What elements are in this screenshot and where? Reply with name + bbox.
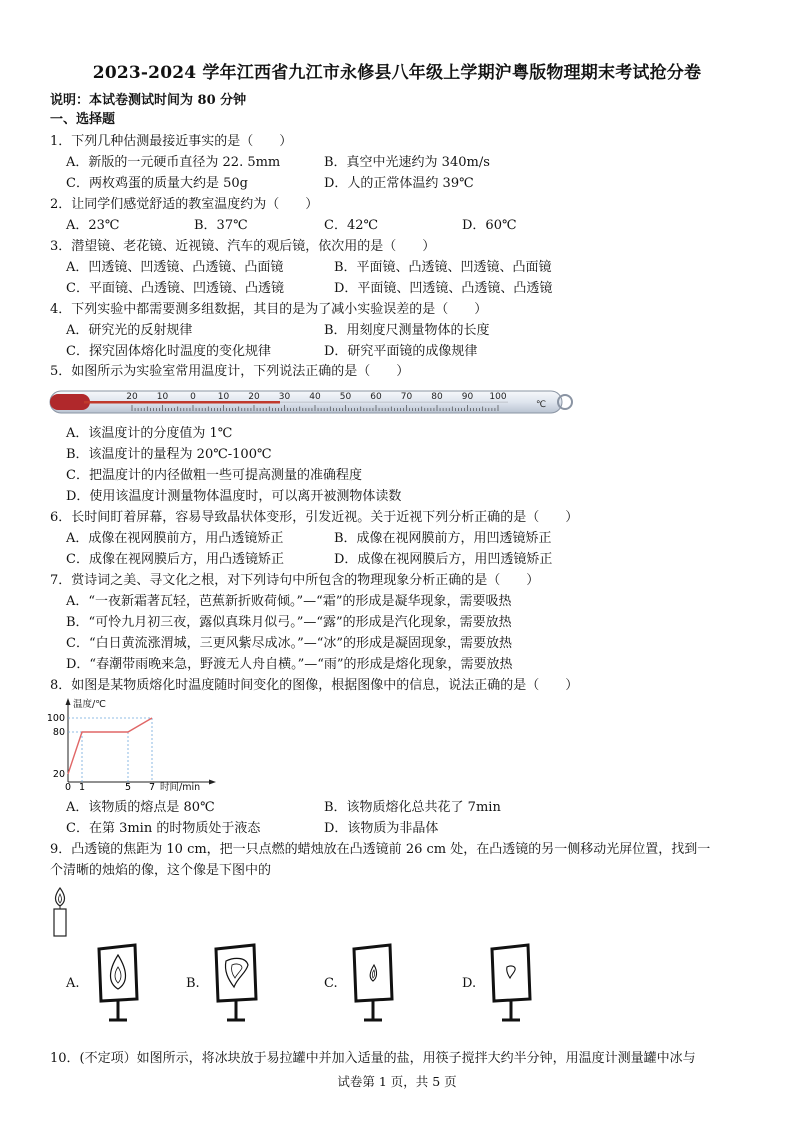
question-stem: 1．下列几种估测最接近事实的是（ ）: [50, 134, 293, 149]
option: B．“可怜九月初三夜，露似真珠月似弓。”—“露”的形成是汽化现象，需要放热: [66, 615, 512, 630]
thermometer-tick-label: 100: [489, 392, 507, 402]
melting-graph: [40, 694, 220, 794]
ytick: 100: [46, 713, 65, 724]
option: D．研究平面镜的成像规律: [324, 344, 478, 359]
thermometer-tick-label: 80: [431, 392, 443, 402]
question-stem: 8．如图是某物质熔化时温度随时间变化的图像，根据图像中的信息，说法正确的是（ ）: [50, 678, 579, 693]
option: D．平面镜、凹透镜、凸透镜、凸透镜: [334, 281, 553, 296]
thermometer-figure: [44, 383, 576, 419]
option: A．该温度计的分度值为 1℃: [66, 426, 233, 441]
question-stem: 2．让同学们感觉舒适的教室温度约为（ ）: [50, 197, 319, 212]
option: C．在第 3min 的时物质处于液态: [66, 821, 261, 836]
option: B．该温度计的量程为 20℃-100℃: [66, 447, 272, 462]
question-stem: 5．如图所示为实验室常用温度计，下列说法正确的是（ ）: [50, 364, 410, 379]
option: D．该物质为非晶体: [324, 821, 439, 836]
option: D．成像在视网膜后方，用凹透镜矫正: [334, 552, 553, 567]
option: C．42℃: [324, 218, 379, 233]
option: D．人的正常体温约 39℃: [324, 176, 474, 191]
question-stem: 10．(不定项）如图所示，将冰块放于易拉罐中并加入适量的盐，用筷子搅拌大约半分钟，用温度计测量罐中冰与: [50, 1051, 696, 1066]
thermometer-tick-label: 70: [400, 392, 413, 402]
question-stem: 6．长时间盯着屏幕，容易导致晶状体变形，引发近视。关于近视下列分析正确的是（ ）: [50, 510, 579, 525]
exam-title: 2023-2024 学年江西省九江市永修县八年级上学期沪粤版物理期末考试抢分卷: [92, 63, 702, 83]
option: B．真空中光速约为 340m/s: [324, 155, 490, 170]
option: C．两枚鸡蛋的质量大约是 50g: [66, 176, 248, 191]
option: A．研究光的反射规律: [66, 323, 193, 338]
question-stem: 3．潜望镜、老花镜、近视镜、汽车的观后镜，依次用的是（ ）: [50, 239, 436, 254]
question-stem-continued: 个清晰的烛焰的像，这个像是下图中的: [50, 863, 272, 878]
option: A．该物质的熔点是 80℃: [66, 800, 215, 815]
thermometer-tick-label: 50: [339, 392, 352, 402]
option: A．成像在视网膜前方，用凸透镜矫正: [66, 531, 284, 546]
thermometer-tick-label: 10: [156, 392, 169, 402]
option: C．探究固体熔化时温度的变化规律: [66, 344, 271, 359]
option: D．60℃: [462, 218, 517, 233]
section-heading: 一、选择题: [50, 112, 116, 127]
option: B．该物质熔化总共花了 7min: [324, 800, 501, 815]
option-label: B.: [186, 976, 200, 991]
option: C．平面镜、凸透镜、凹透镜、凸透镜: [66, 281, 284, 296]
xtick: 7: [148, 782, 156, 793]
option-label: A.: [66, 976, 80, 991]
option: C．把温度计的内径做粗一些可提高测量的准确程度: [66, 468, 362, 483]
ytick: 80: [52, 727, 65, 738]
graph-xlabel: 时间/min: [160, 782, 201, 793]
thermometer-unit: ℃: [536, 400, 547, 410]
xtick: 5: [124, 782, 132, 793]
thermometer-tick-label: 30: [278, 392, 291, 402]
option: A．凹透镜、凹透镜、凸透镜、凸面镜: [66, 260, 284, 275]
thermometer-tick-label: 60: [370, 392, 382, 402]
ytick: 20: [52, 769, 65, 780]
option: C．成像在视网膜后方，用凸透镜矫正: [66, 552, 284, 567]
question-stem: 9．凸透镜的焦距为 10 cm，把一只点燃的蜡烛放在凸透镜前 26 cm 处，在凸透镜的另一侧移动光屏位置，找到一: [50, 842, 711, 857]
xtick: 0: [64, 782, 72, 793]
option-label: D.: [462, 976, 477, 991]
option: B．37℃: [194, 218, 248, 233]
graph-ylabel: 温度/℃: [73, 699, 106, 710]
option: D．使用该温度计测量物体温度时，可以离开被测物体读数: [66, 489, 402, 504]
option: C．“白日黄流涨渭城，三更风紫尽成冰。”—“冰”的形成是凝固现象，需要放热: [66, 636, 513, 651]
xtick: 1: [78, 782, 86, 793]
option: B．成像在视网膜前方，用凹透镜矫正: [334, 531, 552, 546]
option-label: C.: [324, 976, 338, 991]
screen-image-a: [95, 943, 141, 1025]
thermometer-tick-label: 90: [461, 392, 474, 402]
option: A．“一夜新霜著瓦轻，芭蕉新折败荷倾。”—“霜”的形成是凝华现象，需要吸热: [66, 594, 512, 609]
option: A．新版的一元硬币直径为 22. 5mm: [66, 155, 281, 170]
page-footer: 试卷第 1 页，共 5 页: [337, 1074, 457, 1089]
thermometer-tick-label: 40: [309, 392, 321, 402]
candle-icon: [48, 886, 72, 938]
question-stem: 4．下列实验中都需要测多组数据，其目的是为了减小实验误差的是（ ）: [50, 302, 488, 317]
option: D．“春潮带雨晚来急，野渡无人舟自横。”—“雨”的形成是熔化现象，需要放热: [66, 657, 513, 672]
screen-image-d: [488, 943, 534, 1025]
thermometer-tick-label: 20: [126, 392, 138, 402]
screen-image-c: [350, 943, 396, 1025]
exam-note: 说明：本试卷测试时间为 80 分钟: [50, 93, 247, 108]
option: B．用刻度尺测量物体的长度: [324, 323, 490, 338]
thermometer-tick-label: 10: [217, 392, 230, 402]
question-stem: 7．赏诗词之美、寻文化之根，对下列诗句中所包含的物理现象分析正确的是（ ）: [50, 573, 540, 588]
screen-image-b: [212, 943, 262, 1025]
thermometer-tick-label: 20: [248, 392, 260, 402]
option: A．23℃: [66, 218, 120, 233]
thermometer-tick-label: 0: [190, 392, 196, 402]
option: B．平面镜、凸透镜、凹透镜、凸面镜: [334, 260, 552, 275]
